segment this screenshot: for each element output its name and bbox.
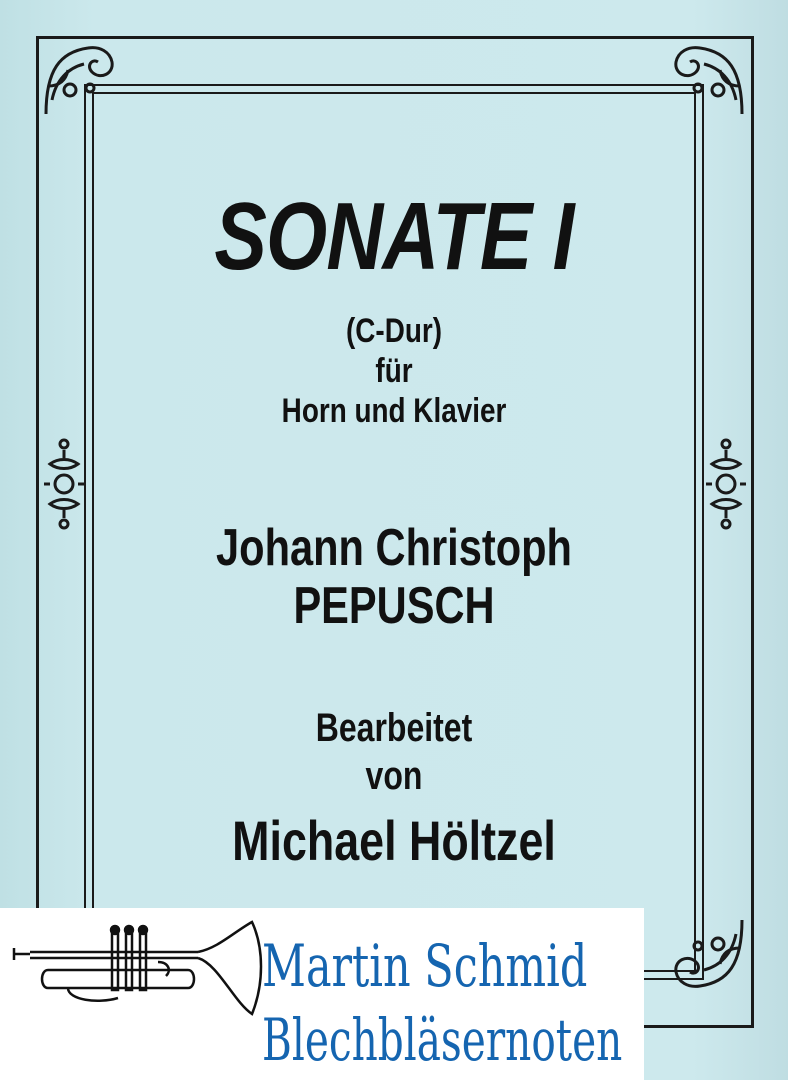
publisher-name: Martin Schmid xyxy=(262,932,588,1000)
for-label: für xyxy=(375,352,413,390)
side-ornament-right xyxy=(702,436,750,532)
composer-first-name: Johann Christoph xyxy=(216,519,572,577)
corner-ornament-top-right xyxy=(668,40,748,120)
publisher-subtitle: Blechbläsernoten xyxy=(262,1006,623,1074)
key-label: (C-Dur) xyxy=(345,312,442,350)
arranger-name: Michael Höltzel xyxy=(232,809,556,872)
work-title: SONATE I xyxy=(214,183,574,290)
arranged-label: Bearbeitet xyxy=(315,706,473,750)
by-label: von xyxy=(365,754,423,798)
corner-ornament-top-left xyxy=(40,40,120,120)
instrumentation: Horn und Klavier xyxy=(281,392,507,430)
side-ornament-left xyxy=(40,436,88,532)
composer-last-name: PEPUSCH xyxy=(293,577,495,635)
trumpet-icon xyxy=(8,918,270,1020)
corner-ornament-bottom-right xyxy=(668,914,748,994)
